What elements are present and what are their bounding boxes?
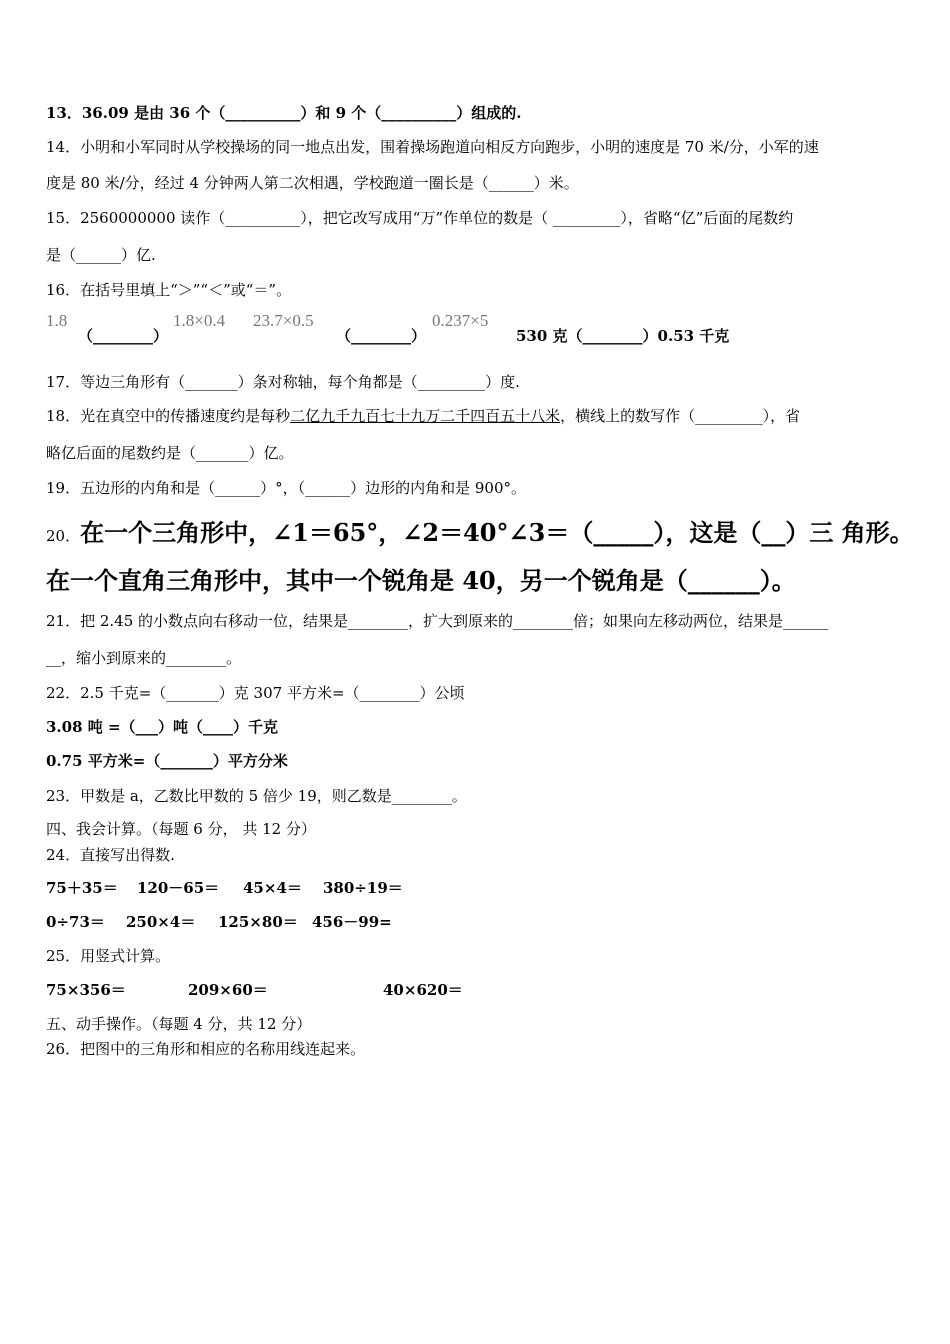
blank-2: （________） <box>336 327 427 345</box>
q20-number: 20． <box>46 527 81 545</box>
question-18-line1: 18．光在真空中的传播速度约是每秒二亿九千九百七十九万二千四百五十八米，横线上的数写作（_________），省 <box>46 407 801 425</box>
question-24: 24．直接写出得数. <box>46 846 175 864</box>
calc-item: 380÷19＝ <box>323 879 403 897</box>
question-23: 23．甲数是 a，乙数比甲数的 5 倍少 19，则乙数是________。 <box>46 787 467 805</box>
expr-1: 1.8 <box>46 311 68 330</box>
calc-item: 40×620＝ <box>383 981 463 999</box>
question-17: 17．等边三角形有（_______）条对称轴，每个角都是（_________）度. <box>46 373 520 391</box>
calc-item: 0÷73＝ <box>46 913 105 931</box>
question-16: 16．在括号里填上“＞”“＜”或“＝”。 <box>46 281 292 299</box>
question-19: 19．五边形的内角和是（______）°，（______）边形的内角和是 900°。 <box>46 479 526 497</box>
expr-4: 0.237×5 <box>432 311 489 330</box>
question-14-line2: 度是 80 米/分，经过 4 分钟两人第二次相遇，学校跑道一圈长是（______）米。 <box>46 174 579 192</box>
question-20-line1 <box>46 518 914 548</box>
question-15-line2: 是（______）亿. <box>46 246 156 264</box>
expr-2: 1.8×0.4 <box>173 311 226 330</box>
calc-item: 250×4＝ <box>126 913 196 931</box>
section-4-heading: 四、我会计算。（每题 6 分， 共 12 分） <box>46 820 316 838</box>
q20-text: 在一个三角形中，∠1＝65°，∠2＝40°∠3＝（_____），这是（__）三 角形。 <box>80 518 914 547</box>
question-22-line2: 3.08 吨 =（___）吨（____）千克 <box>46 718 279 736</box>
calc-item: 75×356＝ <box>46 981 126 999</box>
question-18-line2: 略亿后面的尾数约是（_______）亿。 <box>46 444 294 462</box>
expr-5: 530 克（________）0.53 千克 <box>516 327 730 345</box>
question-13: 13．36.09 是由 36 个（__________）和 9 个（__________）组成的. <box>46 104 522 122</box>
question-25: 25．用竖式计算。 <box>46 947 171 965</box>
question-26: 26．把图中的三角形和相应的名称用线连起来。 <box>46 1040 366 1058</box>
question-21-line1: 21．把 2.45 的小数点向右移动一位，结果是________，扩大到原来的________倍；如果向左移动两位，结果是______ <box>46 612 829 630</box>
underlined-number: 二亿九千九百七十九万二千四百五十八米 <box>290 407 561 425</box>
question-20-line2: 在一个直角三角形中，其中一个锐角是 40，另一个锐角是（______）。 <box>46 566 796 595</box>
calc-item: 45×4＝ <box>243 879 302 897</box>
question-15-line1: 15．2560000000 读作（__________），把它改写成用“万”作单位的数是（ _________），省略“亿”后面的尾数约 <box>46 209 794 227</box>
calc-item: 456－99= <box>312 913 392 931</box>
calc-item: 209×60＝ <box>188 981 268 999</box>
calc-item: 125×80＝ <box>218 913 298 931</box>
calc-item: 120－65＝ <box>137 879 220 897</box>
question-22-line1: 22．2.5 千克=（_______）克 307 平方米=（________）公顷 <box>46 684 465 702</box>
expr-3: 23.7×0.5 <box>253 311 314 330</box>
question-21-line2: __，缩小到原来的________。 <box>46 649 242 667</box>
question-22-line3: 0.75 平方米=（_______）平方分米 <box>46 752 288 770</box>
section-5-heading: 五、动手操作。（每题 4 分，共 12 分） <box>46 1015 312 1033</box>
question-14-line1: 14．小明和小军同时从学校操场的同一地点出发，围着操场跑道向相反方向跑步，小明的速度是 70 米/分，小军的速 <box>46 138 819 156</box>
blank-1: （________） <box>78 327 169 345</box>
calc-item: 75＋35＝ <box>46 879 118 897</box>
